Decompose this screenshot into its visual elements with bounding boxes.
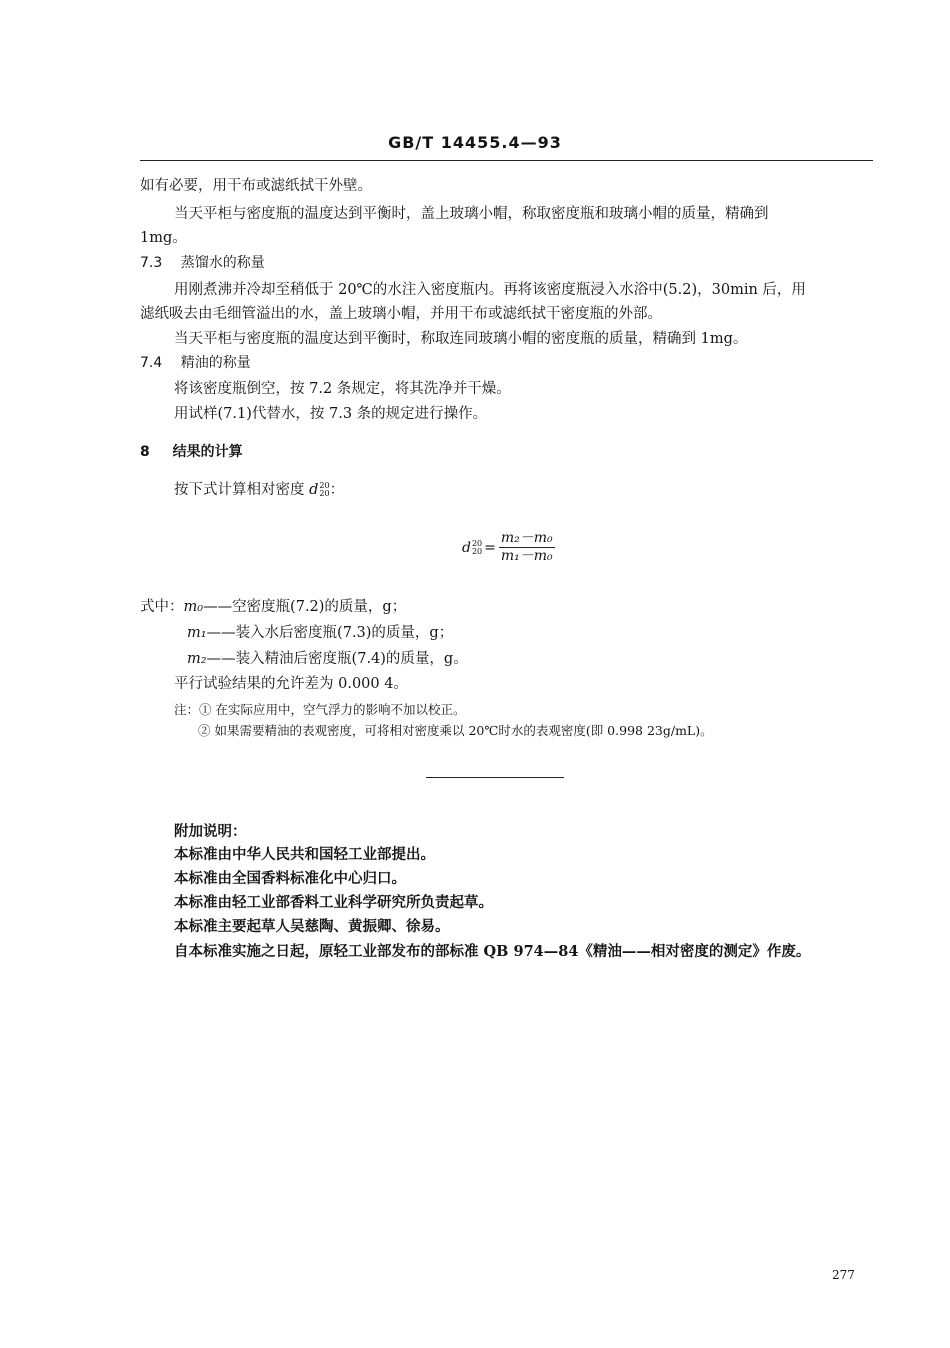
- section-title: 精油的称量: [180, 355, 251, 371]
- standard-code-header: GB/T 14455.4—93: [388, 133, 562, 152]
- relative-density-symbol: d: [309, 482, 319, 498]
- end-rule: [426, 777, 564, 778]
- additional-heading: 附加说明：: [174, 823, 247, 840]
- formula-numerator: m₂－m₀: [500, 530, 553, 546]
- section-7-3-line-1: 用刚煮沸并冷却至稍低于 20℃的水注入密度瓶内。再将该密度瓶浸入水浴中(5.2)，30min 后，用: [174, 282, 806, 298]
- note-1: 注：① 在实际应用中，空气浮力的影响不加以校正。: [174, 702, 466, 717]
- note-2: ② 如果需要精油的表观密度，可将相对密度乘以 20℃时水的表观密度(即 0.998 23g/mL)。: [198, 723, 713, 738]
- section-7-3-line-2: 滤纸吸去由毛细管溢出的水，盖上玻璃小帽，并用干布或滤纸拭干密度瓶的外部。: [140, 306, 662, 322]
- tolerance-text: 平行试验结果的允许差为 0.000 4。: [174, 676, 408, 692]
- section-7-3-heading: [140, 254, 265, 272]
- balance-paragraph-line-1: 当天平柜与密度瓶的温度达到平衡时，盖上玻璃小帽，称取密度瓶和玻璃小帽的质量，精确到: [174, 206, 769, 222]
- where-m0: 式中：m₀——空密度瓶(7.2)的质量，g；: [140, 599, 407, 615]
- where-m1: m₁——装入水后密度瓶(7.3)的质量，g；: [187, 625, 454, 641]
- section-8-heading: [140, 443, 243, 461]
- additional-line-4: 本标准主要起草人吴慈陶、黄振卿、徐易。: [174, 918, 450, 935]
- section-number: 7.3: [140, 255, 163, 271]
- section-7-4-line-1: 将该密度瓶倒空，按 7.2 条规定，将其洗净并干燥。: [174, 381, 511, 397]
- section-number: 8: [140, 444, 150, 460]
- section-number: 7.4: [140, 355, 163, 371]
- wipe-paragraph: 如有必要，用干布或滤纸拭干外壁。: [140, 178, 372, 194]
- balance-paragraph-line-2: 1mg。: [140, 230, 187, 246]
- additional-line-5: 自本标准实施之日起，原轻工业部发布的部标准 QB 974—84《精油——相对密度的测定》作废。: [174, 943, 811, 960]
- section-title: 蒸馏水的称量: [180, 255, 265, 271]
- page-number: 277: [832, 1268, 855, 1282]
- section-7-4-heading: [140, 354, 251, 372]
- relative-density-formula: d 20 20 = $\frac{\text{m₂－m₀}}{\text{m₁－m₀}}$: [462, 530, 553, 564]
- header-rule: [140, 160, 873, 161]
- additional-line-2: 本标准由全国香料标准化中心归口。: [174, 870, 406, 887]
- section-7-4-line-2: 用试样(7.1)代替水，按 7.3 条的规定进行操作。: [174, 406, 488, 422]
- additional-line-1: 本标准由中华人民共和国轻工业部提出。: [174, 846, 435, 863]
- section-7-3-line-3: 当天平柜与密度瓶的温度达到平衡时，称取连同玻璃小帽的密度瓶的质量，精确到 1mg。: [174, 331, 748, 347]
- formula-intro: 按下式计算相对密度 d 20 20 ：: [174, 481, 345, 498]
- additional-line-3: 本标准由轻工业部香料工业科学研究所负责起草。: [174, 894, 493, 911]
- section-title: 结果的计算: [172, 444, 243, 460]
- formula-lhs: d: [462, 539, 471, 556]
- formula-denominator: m₁－m₀: [500, 548, 553, 564]
- where-m2: m₂——装入精油后密度瓶(7.4)的质量，g。: [187, 651, 468, 667]
- formula-fraction: [499, 530, 555, 565]
